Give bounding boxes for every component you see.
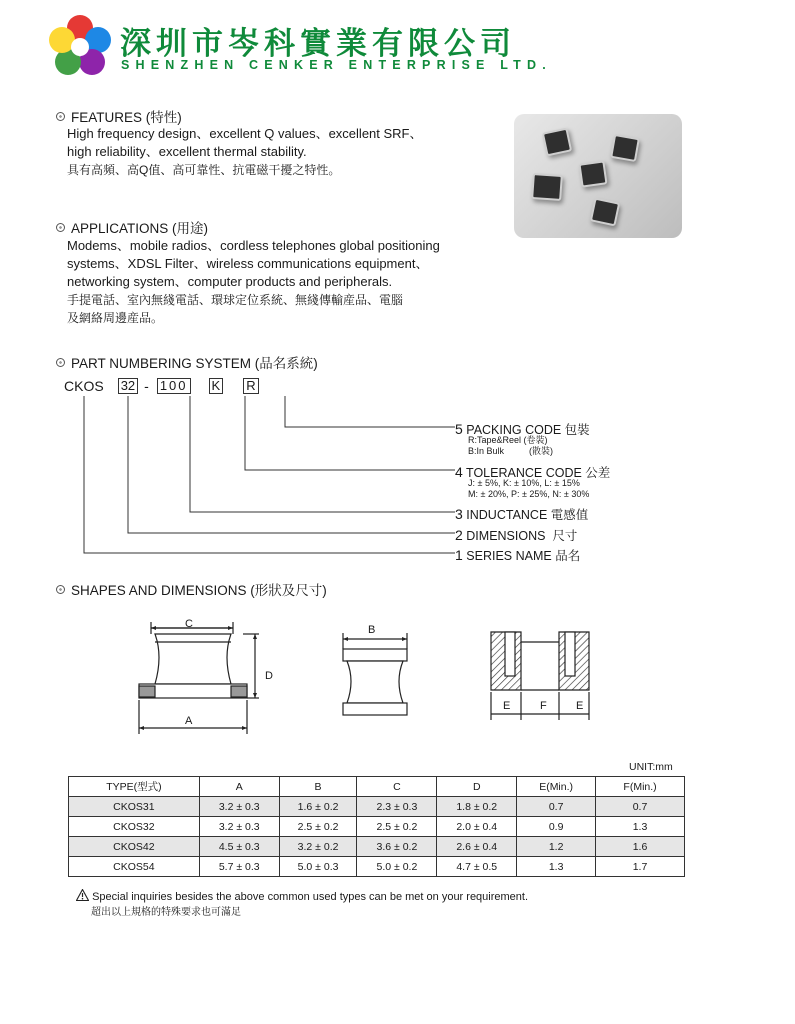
header-d: D — [437, 777, 517, 797]
header-a: A — [199, 777, 279, 797]
code-number: 4 — [455, 464, 463, 480]
header-type: TYPE(型式) — [69, 777, 200, 797]
cell: CKOS31 — [69, 797, 200, 817]
code-number: 2 — [455, 527, 463, 543]
cell: 1.2 — [517, 837, 596, 857]
dash: - — [144, 378, 149, 394]
note-text: Special inquiries besides the above common used types can be met on your requirement. — [92, 891, 529, 903]
cell: 0.7 — [517, 797, 596, 817]
packing-code-box: R — [243, 378, 258, 394]
company-name-cn: 深圳市岑科實業有限公司 — [120, 26, 516, 62]
dimension-code-box: 32 — [118, 378, 138, 394]
applications-line: Modems、mobile radios、cordless telephones global positioning — [67, 238, 440, 253]
code-label: TOLERANCE CODE 公差 — [466, 466, 611, 480]
dim-label-b: B — [368, 624, 376, 636]
shapes-title: SHAPES AND DIMENSIONS (形狀及尺寸) — [71, 583, 327, 598]
dim-label-e-left: E — [503, 700, 511, 712]
code-detail: B:In Bulk (散裝) — [468, 446, 554, 456]
cell: 5.7 ± 0.3 — [199, 857, 279, 877]
cell: 4.5 ± 0.3 — [199, 837, 279, 857]
table-header-row — [69, 777, 685, 797]
cell: 1.7 — [596, 857, 685, 877]
applications-line: networking system、computer products and peripherals. — [67, 274, 393, 289]
applications-line: 手提電話、室內無綫電話、環球定位系統、無綫傳輸産品、電腦 — [67, 293, 404, 307]
cell: 2.5 ± 0.2 — [357, 817, 437, 837]
dimensions-code-entry — [455, 526, 577, 544]
bullet-icon — [56, 223, 65, 232]
cell: 1.6 — [596, 837, 685, 857]
side-view-drawing — [335, 625, 415, 720]
cell: 1.3 — [517, 857, 596, 877]
inductor-chip — [578, 160, 607, 187]
packing-code-details — [468, 435, 553, 457]
unit-label: UNIT:mm — [629, 761, 673, 773]
part-number-leader-lines — [0, 390, 470, 560]
part-numbering-title: PART NUMBERING SYSTEM (品名系統) — [71, 356, 318, 371]
code-label: INDUCTANCE 電感值 — [466, 508, 589, 522]
dim-label-f: F — [540, 700, 547, 712]
cell: 5.0 ± 0.3 — [279, 857, 357, 877]
bullet-icon — [56, 112, 65, 121]
code-label: DIMENSIONS 尺寸 — [466, 529, 578, 543]
part-numbering-heading — [56, 352, 318, 372]
inductor-chip — [590, 198, 620, 227]
features-line: 具有高頻、高Q值、高可靠性、抗電磁干擾之特性。 — [67, 163, 341, 177]
code-label: PACKING CODE 包裝 — [466, 423, 590, 437]
cell: 1.3 — [596, 817, 685, 837]
table-row — [69, 837, 685, 857]
code-label: SERIES NAME 品名 — [466, 549, 581, 563]
tolerance-code-box: K — [209, 378, 224, 394]
cell: 3.2 ± 0.3 — [199, 797, 279, 817]
warning-icon — [76, 889, 89, 901]
special-inquiry-note — [76, 889, 528, 903]
applications-line: systems、XDSL Filter、wireless communications equipment、 — [67, 256, 429, 271]
applications-line: 及網絡周邊産品。 — [67, 311, 164, 325]
series-name-code-entry — [455, 546, 580, 564]
code-number: 1 — [455, 547, 463, 563]
code-detail: M: ± 20%, P: ± 25%, N: ± 30% — [468, 489, 590, 499]
code-number: 3 — [455, 506, 463, 522]
bullet-icon — [56, 585, 65, 594]
company-logo — [48, 14, 112, 78]
company-name-en: SHENZHEN CENKER ENTERPRISE LTD. — [121, 58, 552, 72]
applications-text — [67, 237, 440, 327]
cell: 2.3 ± 0.3 — [357, 797, 437, 817]
front-view-drawing — [135, 612, 280, 742]
dimensions-table — [68, 776, 685, 877]
note-text-cn: 超出以上規格的特殊要求也可滿足 — [91, 907, 241, 918]
dim-label-e-right: E — [576, 700, 584, 712]
header-b: B — [279, 777, 357, 797]
cell: CKOS54 — [69, 857, 200, 877]
features-line: High frequency design、excellent Q values、excellent SRF、 — [67, 126, 423, 141]
applications-heading — [56, 217, 208, 237]
cell: CKOS42 — [69, 837, 200, 857]
applications-title: APPLICATIONS (用途) — [71, 221, 209, 236]
cell: 5.0 ± 0.2 — [357, 857, 437, 877]
inductance-code-box: 100 — [157, 378, 191, 394]
cell: 2.5 ± 0.2 — [279, 817, 357, 837]
table-row — [69, 817, 685, 837]
cell: 0.7 — [596, 797, 685, 817]
cell: 1.8 ± 0.2 — [437, 797, 517, 817]
bullet-icon — [56, 358, 65, 367]
inductor-chip — [542, 128, 572, 157]
header-e: E(Min.) — [517, 777, 596, 797]
dim-label-c: C — [185, 618, 193, 630]
header-c: C — [357, 777, 437, 797]
features-line: high reliability、excellent thermal stability. — [67, 144, 307, 159]
features-title: FEATURES (特性) — [71, 110, 182, 125]
header-f: F(Min.) — [596, 777, 685, 797]
cell: 3.6 ± 0.2 — [357, 837, 437, 857]
inductor-chip — [531, 173, 563, 201]
table-row — [69, 797, 685, 817]
code-number: 5 — [455, 421, 463, 437]
cell: 3.2 ± 0.3 — [199, 817, 279, 837]
series-prefix: CKOS — [64, 378, 104, 394]
dim-label-d: D — [265, 670, 273, 682]
inductor-chip — [610, 134, 640, 162]
features-text — [67, 125, 423, 179]
cell: 0.9 — [517, 817, 596, 837]
cell: CKOS32 — [69, 817, 200, 837]
product-photo — [514, 114, 682, 238]
shapes-heading — [56, 579, 327, 599]
cell: 1.6 ± 0.2 — [279, 797, 357, 817]
table-row — [69, 857, 685, 877]
cell: 4.7 ± 0.5 — [437, 857, 517, 877]
code-detail: J: ± 5%, K: ± 10%, L: ± 15% — [468, 478, 580, 488]
cell: 2.6 ± 0.4 — [437, 837, 517, 857]
cell: 2.0 ± 0.4 — [437, 817, 517, 837]
code-detail: R:Tape&Reel (卷裝) — [468, 435, 548, 445]
dim-label-a: A — [185, 715, 193, 727]
tolerance-code-details — [468, 478, 589, 500]
inductance-code-entry — [455, 505, 588, 523]
features-heading — [56, 106, 182, 126]
cell: 3.2 ± 0.2 — [279, 837, 357, 857]
